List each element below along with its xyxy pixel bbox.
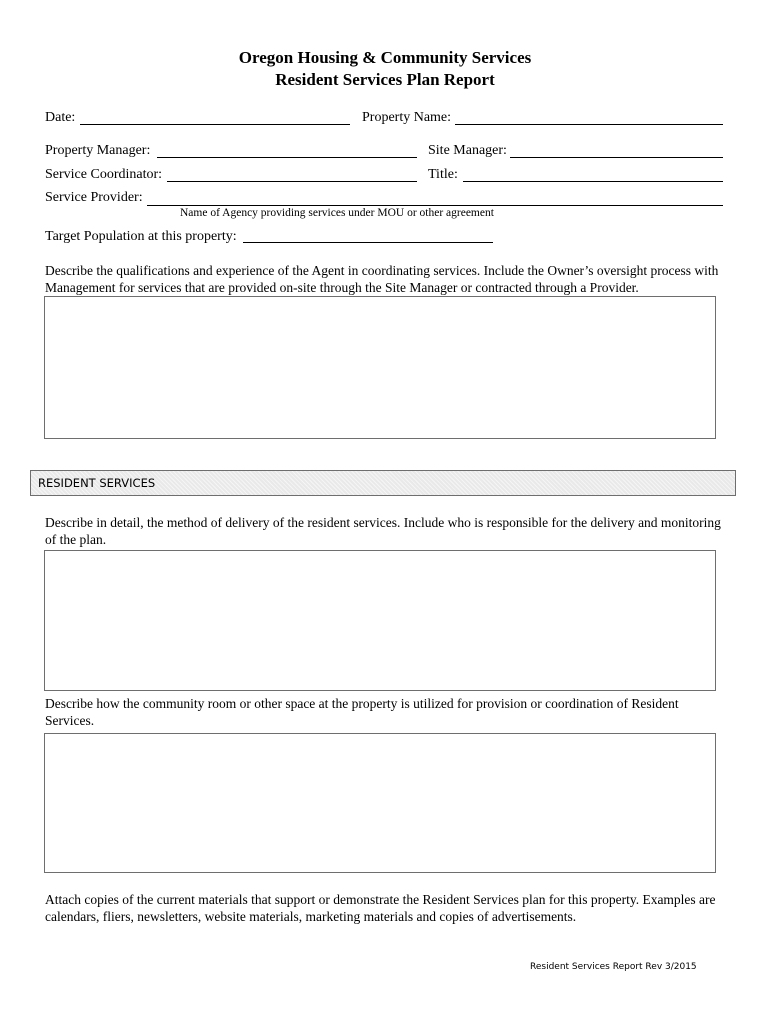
delivery-method-textbox[interactable] (44, 550, 716, 691)
service-coordinator-label: Service Coordinator: (45, 167, 163, 182)
title-label: Title: (428, 167, 458, 182)
site-manager-field[interactable] (510, 157, 723, 158)
community-room-prompt: Describe how the community room or other space at the property is utilized for provision or coordination of Resident Services. (45, 696, 679, 728)
target-population-field[interactable] (243, 242, 493, 243)
date-label: Date: (45, 110, 76, 125)
target-population-label: Target Population at this property: (45, 229, 237, 244)
title-field[interactable] (463, 181, 723, 182)
footer-revision: Resident Services Report Rev 3/2015 (530, 962, 697, 972)
agent-qualifications-prompt: Describe the qualifications and experience of the Agent in coordinating services. Include the Owner’s oversight process with Management for services that are provided on-site through the Site Manager or contracted through a Provider. (45, 263, 719, 295)
property-name-label: Property Name: (362, 110, 452, 125)
section-header-resident-services: RESIDENT SERVICES (30, 470, 736, 496)
property-manager-label: Property Manager: (45, 143, 151, 158)
attach-materials-instructions: Attach copies of the current materials that support or demonstrate the Resident Services plan for this property. Examples are calendars, fliers, newsletters, website materials, marketing materials and copies of advertisements. (45, 892, 716, 924)
page-title: Oregon Housing & Community Services (238, 48, 532, 67)
service-provider-field[interactable] (147, 205, 723, 206)
property-name-field[interactable] (455, 124, 723, 125)
delivery-method-prompt: Describe in detail, the method of delivery of the resident services. Include who is responsible for the delivery and monitoring of the plan. (45, 515, 721, 547)
community-room-textbox[interactable] (44, 733, 716, 873)
service-provider-label: Service Provider: (45, 190, 143, 205)
page-subtitle: Resident Services Plan Report (275, 70, 495, 89)
service-provider-note: Name of Agency providing services under MOU or other agreement (180, 207, 494, 219)
property-manager-field[interactable] (157, 157, 417, 158)
service-coordinator-field[interactable] (167, 181, 417, 182)
site-manager-label: Site Manager: (428, 143, 507, 158)
agent-qualifications-textbox[interactable] (44, 296, 716, 439)
date-field[interactable] (80, 124, 350, 125)
